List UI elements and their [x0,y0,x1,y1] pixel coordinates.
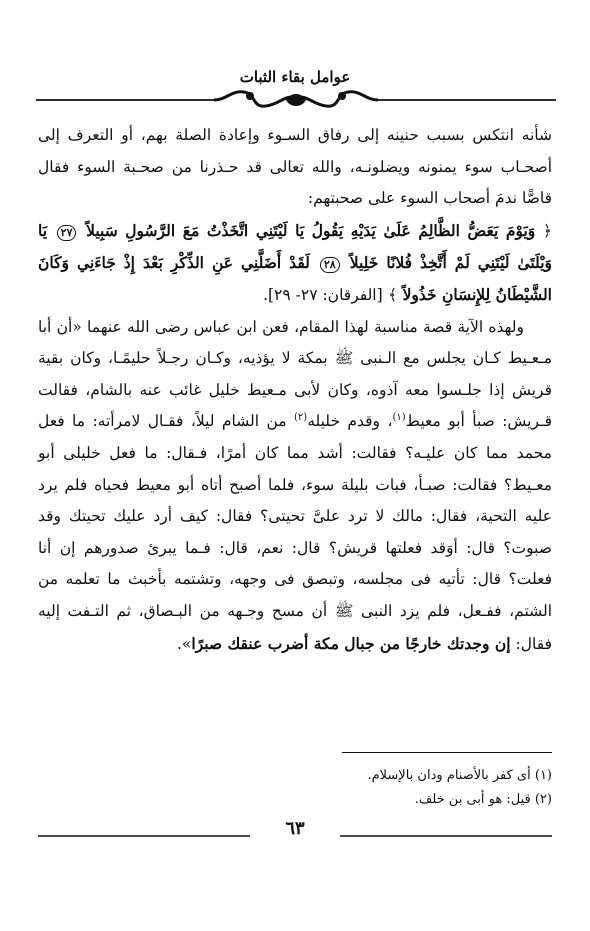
story-text-a: ولهذه الآية قصة مناسبة لهذا المقام، فعن ابن عباس رضى الله عنهما «أن أبا مـعـيط كـان يجلس مع الـنبى ﷺ بمكة لا يؤذيه، وكـان رجـلاً حليمًـا، وكان بقية قريش إذا جلـسوا معه آذوه، وكان لأبى مـعيط خليل غائب عنه بالشام، فقالت قـريش: صبأ أبو معيط [38,317,552,431]
paragraph-story [38,312,552,661]
paragraph-intro: شأنه انتكس بسبب حنينه إلى رفاق السـوء وإعادة الصلة بهم، أو التعرف إلى أصحـاب سوء يمنونه ويضلونـه، والله تعالى قد حـذرنا من صحـبة السوء فقال قاصًّا ندمَ أصحاب السوء على صحبتهم: [38,126,552,208]
verse-number-28: ٢٨ [320,257,340,273]
verse-text-3: لَقَدْ أَضَلَّنِي عَنِ الذِّكْرِ بَعْدَ إِذْ جَاءَنِي وَكَانَ الشَّيْطَانُ لِلإِنسَانِ خَذُولاً [38,253,552,304]
running-header [0,68,590,86]
footnote-marker-1: (١) [392,412,406,424]
verse-close-bracket: ﴾ [388,285,398,304]
chapter-title: عوامل بقاء الثبات [239,68,351,86]
footnote-separator [38,752,552,753]
footnotes [38,764,552,812]
verse-open-bracket: ﴿ [542,221,552,240]
story-end: ». [176,634,192,653]
verse-reference: [الفرقان: ٢٧- ٢٩]. [263,285,383,304]
footnote-2: (٢) قيل: هو أبى بن خلف. [414,792,552,807]
header-ornament [36,86,556,116]
verse-number-27: ٢٧ [57,225,77,241]
main-text [38,120,552,660]
verse-text-2: يَا وَيْلَتَىٰ لَيْتَنِي لَمْ أَتَّخِذْ فُلانًا خَلِيلاً [38,220,552,273]
footnote-1: (١) أى كفر بالأصنام ودان بالإسلام. [367,768,552,783]
story-text-c: من الشام ليلاً، فقـال لامرأته: ما فعل محمد مما كان عليـه؟ فقالت: أشد مما كان أمرًا، فـقال: ما فعل خليلى أبو معـيط؟ فقالت: صبـأ، فبات بليلة سوء، فلما أصبح أتاه أبو معيط فحياه فلم يرد عليه التحية، فقال: مالك لا ترد علىَّ تحيتى؟ فقال: كيف أرد عليك تحيتك وقد صبوت؟ قال: أوَقد فعلتها قريش؟ قال: نعم، قال: فـما يبرئ صدورهم إن أنا فعلت؟ قال: تأتيه فى مجلسه، وتبصق فى وجهه، وتشتمه بأخبث ما تعلمه من الشتم، ففـعل، فلم يزد النبى ﷺ أن مسح وجـهه من البـصاق، ثم التـفت إليه فقال: [38,412,552,653]
story-text-b: ، وقدم خليله [307,412,393,431]
verse-text-1: وَيَوْمَ يَعَضُّ الظَّالِمُ عَلَىٰ يَدَيْهِ يَقُولُ يَا لَيْتَنِي اتَّخَذْتُ مَعَ الرَّسُولِ سَبِيلاً [86,220,536,240]
footnote-marker-2: (٢) [294,412,308,424]
story-emphasis: إن وجدتك خارجًا من جبال مكة أضرب عنقك صبرًا [191,633,511,653]
quran-verse [38,215,552,312]
page-number: ٦٣ [285,818,305,839]
